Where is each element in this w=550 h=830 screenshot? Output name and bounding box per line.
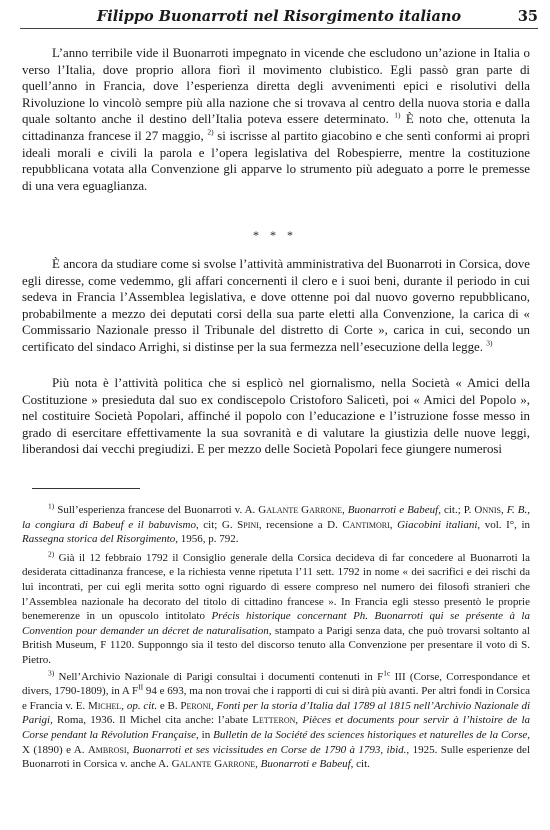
archive-series-superscript: II bbox=[138, 682, 144, 692]
body-paragraph bbox=[22, 45, 530, 194]
work-title: Bulletin de la Société des sciences historiques et naturelles de la Corse bbox=[213, 728, 528, 741]
footnote bbox=[22, 667, 531, 772]
author-name: Onnis bbox=[474, 504, 501, 516]
paragraph-text: si iscrisse al partito giacobino e che sentì conformi ai propri ideali morali e civili la parola e l’opera legislativa del Robespierre, mentre la costituzione repubblicana votata alla Convenzione gli apparve lo strumento più adeguato a porre le premesse di una vera eguaglianza. bbox=[22, 128, 530, 193]
footnotes bbox=[22, 503, 530, 774]
footnote-text: , recensione a D. bbox=[258, 518, 343, 531]
author-name: Spini bbox=[237, 518, 259, 531]
footnote-text: , cit. bbox=[350, 758, 370, 771]
author-name: Cantimori bbox=[342, 518, 390, 531]
footnote-text: , bbox=[389, 518, 398, 531]
section-break: * * * bbox=[253, 228, 297, 242]
footnote-text: , in bbox=[196, 728, 214, 741]
paragraph-text: L’anno terribile vide il Buonarroti impegnato in vicende che escludono un’azione in Italia o verso l’Italia, dove proprio allora fiorì il movimento clubistico. Egli passò gran parte di quell’anno in Francia, dove l’esperienza diretta degli avvenimenti epici e risolutivi della Rivoluzione lo vincolò sempre più alla nazione che si trovava al centro della nuova storia e dalla quale soltanto anche il destino dell’Italia poteva essere determinato. bbox=[22, 46, 530, 127]
footnote-text: , cit; G. bbox=[195, 518, 238, 531]
work-title: Pièces et documents pour servir à l’histoire de la Corse pendant la Révolution Française bbox=[22, 714, 531, 741]
footnote-text: , cit.; P. bbox=[438, 504, 475, 516]
footnote-number: 2) bbox=[48, 549, 55, 559]
footnote-text: 94 e 693, ma non trovai che i rapporti di cui si dirà più avanti. Per altri fondi in Corsica e Francia v. E. bbox=[22, 685, 530, 712]
author-name: Letteron bbox=[252, 714, 296, 727]
work-title: Buonarroti e Babeuf bbox=[260, 758, 351, 771]
footnote-text: , bbox=[342, 504, 348, 516]
footnote bbox=[22, 503, 530, 547]
footnote-number: 3) bbox=[48, 667, 55, 677]
footnote-marker: 1) bbox=[394, 111, 401, 121]
footnote-text: , bbox=[501, 504, 507, 516]
author-name: Ambrosi bbox=[87, 743, 127, 756]
work-title: F. B., la congiura di Babeuf e il babuvismo bbox=[22, 504, 530, 531]
work-title: Précis historique concernant Ph. Buonarroti qui se présente à la Convention pour demander un décret de naturalisation bbox=[22, 610, 530, 637]
footnote-text: III (Corse, Correspondance et divers, 1790-1809), in A F bbox=[22, 670, 530, 698]
running-title: Filippo Buonarroti nel Risorgimento italiano bbox=[96, 8, 462, 25]
footnote-text: , bbox=[295, 714, 303, 727]
footnote-text: Sull’esperienza francese del Buonarroti v. A. bbox=[54, 504, 259, 516]
body-paragraph bbox=[22, 375, 530, 458]
work-title: Buonarroti e Babeuf bbox=[347, 504, 439, 516]
author-name: Galante Garrone bbox=[171, 758, 256, 771]
work-title: Rassegna storica del Risorgimento bbox=[22, 533, 176, 546]
footnote-marker: 2) bbox=[207, 127, 214, 137]
footnote-text: , 1925. Sulle esperienze del Buonarroti in Corsica v. anche A. bbox=[22, 743, 530, 771]
footnote-number: 1) bbox=[48, 501, 55, 511]
footnote-text: , X (1890) e A. bbox=[22, 728, 530, 756]
work-title: op. cit. bbox=[126, 699, 158, 712]
footnote-text: , stampato a Parigi senza data, che può trovarsi soltanto al British Museum, F 1120. Supponngo sia il testo del discorso tenuto alla Convenzione per presentare il voto di S. Pietro. bbox=[22, 624, 530, 666]
work-title: Fonti per la storia d’Italia dal 1789 al 1815 nell’Archivio Nazionale di Parigi bbox=[22, 699, 531, 727]
work-title: Giacobini italiani bbox=[397, 518, 478, 531]
paragraph-text: Più nota è l’attività politica che si esplicò nel giornalismo, nella Società « Amici della Costituzione » presieduta dal suo ex condiscepolo Cristoforo Salicetì, poi « Amici del Popolo », nel costituire Società Popolari, affinché il popolo con l’educazione e l’istruzione fosse messo in grado di esercitare effettivamente la sua sovranità e di valutare la giustizia delle nuove leggi, liberandosi dai vecchi pregiudizi. E per mezzo delle Società Popolari fece giungere numerosi bbox=[22, 376, 530, 457]
footnote-text: , vol. I°, in bbox=[477, 518, 531, 531]
paragraph-text: È noto che, ottenuta la cittadinanza francese il 27 maggio, bbox=[22, 112, 530, 143]
page-number: 35 bbox=[517, 8, 538, 25]
footnote-text: , 1956, p. 792. bbox=[175, 533, 239, 546]
footnote-separator bbox=[32, 488, 140, 489]
work-title: Buonarroti et ses vicissitudes en Corse de 1790 à 1793, ibid. bbox=[132, 743, 407, 756]
footnote-text: , bbox=[121, 699, 127, 712]
footnote-text: , bbox=[126, 743, 133, 756]
footnote bbox=[22, 551, 530, 668]
footnote-text: Già il 12 febbraio 1792 il Consiglio generale della Corsica decideva di far concedere al Buonarroti la desiderata cittadinanza francese, e la richiesta venne ripetuta l’11 sett. 1792 in nome « dei sacrifici e dei rischi da lui incontrati, per cui egli merita sotto ogni riguardo di essere compreso nel numero dei filosofi stranieri che l’Assemblea nazionale ha decorato del titolo di cittadino francese ». In Francia egli stesso presentò le proprie benemerenze in un opuscolo intitolato bbox=[22, 551, 530, 623]
author-name: Galante Garrone bbox=[258, 504, 343, 516]
footnote-text: , bbox=[255, 758, 261, 771]
archive-series-superscript: 1c bbox=[383, 667, 391, 677]
paragraph-text: È ancora da studiare come si svolse l’attività amministrativa del Buonarroti in Corsica, dove egli diresse, come vedemmo, gli affari concernenti il clero e i suoi beni, durante il periodo in cui sedeva in Francia l’Assemblea legislativa, e dove ottenne poi dal nuovo governo repubblicano, probabilmente a mezzo dei deputati corsi della sua parte eletti alla Convenzione, la carica di « Commissario Nazionale presso il Tribunale del distretto di Corte », carica in cui, secondo un certificato del sindaco Arrighi, si distinse per la sua fermezza nell’esecuzione della legge. bbox=[22, 257, 530, 354]
running-header bbox=[20, 6, 538, 29]
footnote-text: , Roma, 1936. Il Michel cita anche: l’abate bbox=[50, 714, 253, 727]
footnote-text: , bbox=[210, 699, 217, 712]
footnote-text: e B. bbox=[157, 699, 181, 712]
author-name: Peroni bbox=[180, 699, 211, 712]
author-name: Michel bbox=[87, 699, 122, 712]
footnote-marker: 3) bbox=[486, 338, 493, 348]
footnote-text: Nell’Archivio Nazionale di Parigi consultai i documenti contenuti in F bbox=[54, 670, 384, 683]
body-paragraph bbox=[22, 256, 530, 356]
